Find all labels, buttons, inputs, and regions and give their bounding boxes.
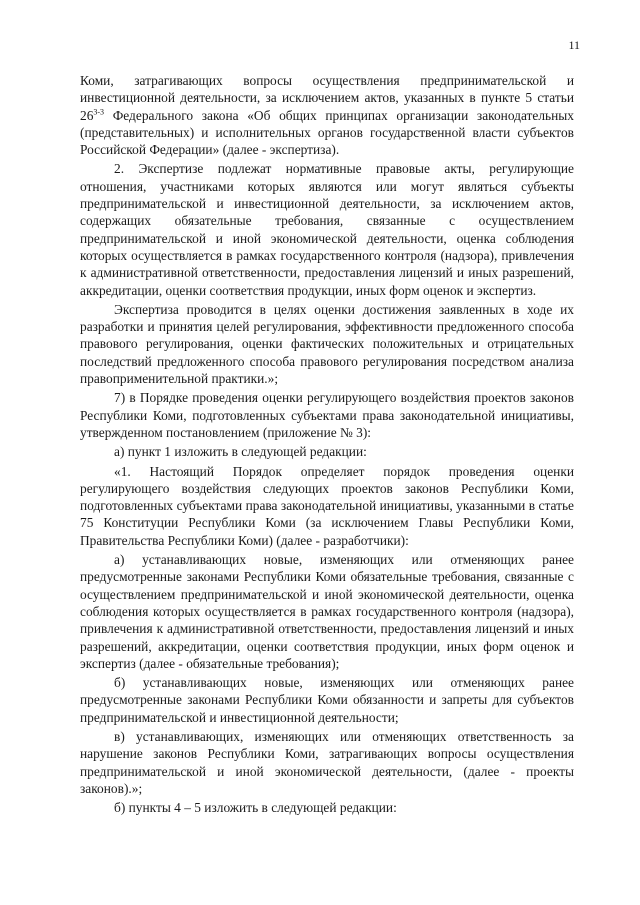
paragraph-1-text: Коми, затрагивающих вопросы осуществления предпринимательской и инвестиционной деятельности, за исключением актов, указанных в пункте 5 статьи 26	[80, 73, 574, 123]
paragraph-4: 7) в Порядке проведения оценки регулирующего воздействия проектов законов Республики Коми, подготовленных субъектами права законодательной инициативы, утвержденном постановлением (приложение № 3):	[80, 390, 574, 440]
paragraph-3: Экспертиза проводится в целях оценки достижения заявленных в ходе их разработки и принятия целей регулирования, эффективности предложенного способа правового регулирования, оценки фактических положительных и отрицательных последствий предложенного способа правового регулирования посредством анализа правоприменительной практики.»;	[80, 301, 574, 387]
paragraph-7: а) устанавливающих новые, изменяющих или отменяющих ранее предусмотренные законами Республики Коми обязательные требования, связанные с осуществлением предпринимательской и иной экономической деятельности, оценка соблюдения которых осуществляется в рамках государственного контроля (надзора), привлечения к административной ответственности, предоставления лицензий и иных разрешений, аккредитации, оценки соответствия продукции, иных форм оценок и экспертиз (далее - обязательные требования);	[80, 552, 574, 671]
paragraph-2: 2. Экспертизе подлежат нормативные правовые акты, регулирующие отношения, участниками которых являются или могут являться субъекты предпринимательской и инвестиционной деятельности, за исключением актов, содержащих обязательные требования, связанные с осуществлением предпринимательской и иной экономической деятельности, оценка соблюдения которых осуществляется в рамках государственного контроля (надзора), привлечения к административной ответственности, предоставления лицензий и иных разрешений, аккредитации, оценки соответствия продукции, иных форм оценок и экспертиз.	[80, 161, 574, 298]
page-number: 11	[568, 38, 580, 52]
paragraph-6: «1. Настоящий Порядок определяет порядок проведения оценки регулирующего воздействия следующих проектов законов Республики Коми, подготовленных субъектами права законодательной инициативы, указанными в статье 75 Конституции Республики Коми (за исключением Главы Республики Коми, Правительства Республики Коми) (далее - разработчики):	[80, 463, 574, 548]
superscript: 3-3	[93, 107, 105, 117]
document-body	[80, 72, 574, 818]
paragraph-1-text-cont: Федерального закона «Об общих принципах организации законодательных (представительных) и исполнительных органов государственной власти субъектов Российской Федерации» (далее - экспертиза).	[80, 107, 574, 158]
paragraph-9: в) устанавливающих, изменяющих или отменяющих ответственность за нарушение законов Республики Коми, затрагивающих вопросы осуществления предпринимательской и иной экономической деятельности, (далее - проекты законов).»;	[80, 728, 574, 796]
paragraph-5: а) пункт 1 изложить в следующей редакции:	[114, 444, 367, 460]
paragraph-8: б) устанавливающих новые, изменяющих или отменяющих ранее предусмотренные законами Республики Коми обязанности и запреты для субъектов предпринимательской и инвестиционной деятельности;	[80, 675, 574, 725]
paragraph-10: б) пункты 4 – 5 изложить в следующей редакции:	[114, 800, 397, 816]
paragraph-1	[80, 72, 574, 158]
